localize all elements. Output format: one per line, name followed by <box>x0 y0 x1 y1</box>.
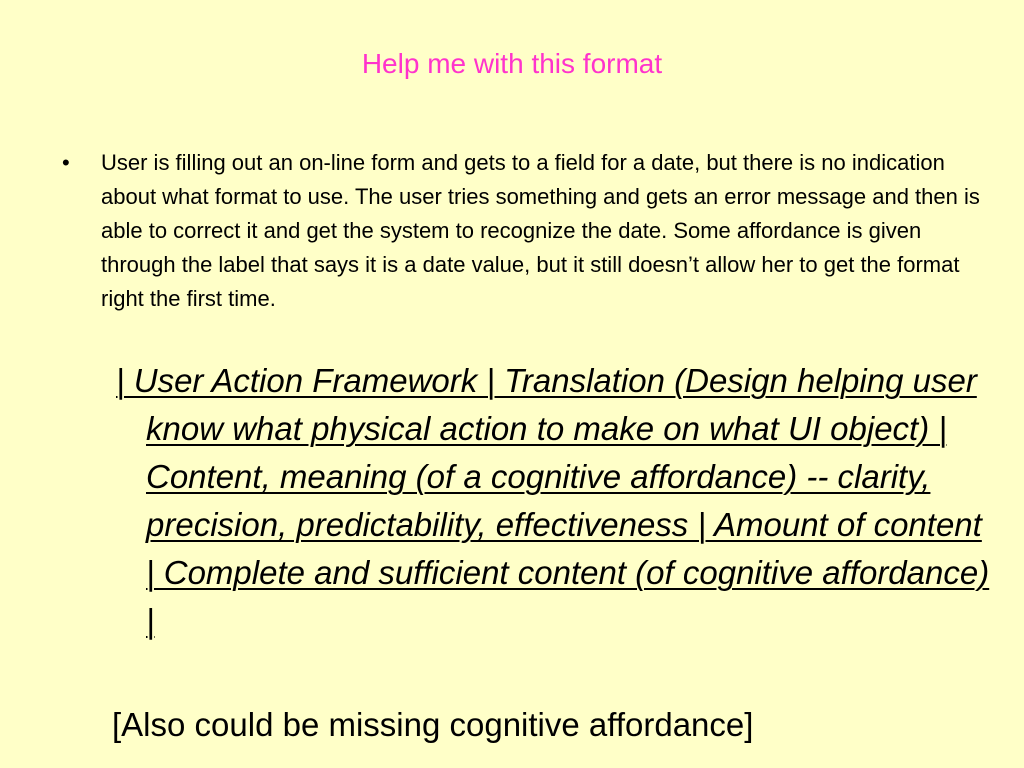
scenario-bullet-list <box>60 146 980 316</box>
framework-classification <box>116 357 996 645</box>
scenario-description: User is filling out an on-line form and gets to a field for a date, but there is no indication about what format to use. The user tries something and gets an error message and then is able to correct it and get the system to recognize the date. Some affordance is given through the label that says it is a date value, but it still doesn’t allow her to get the format right the first time. <box>101 150 980 311</box>
scenario-bullet-item <box>60 146 980 316</box>
framework-path-link[interactable]: | User Action Framework | Translation (Design helping user know what physical action to make on what UI object) | Content, meaning (of a cognitive affordance) -- clarity, precision, predictability, effectiveness | Amount of content | Complete and sufficient content (of cognitive affordance) | <box>116 362 990 639</box>
slide-title: Help me with this format <box>361 48 663 79</box>
alternative-note: [Also could be missing cognitive affordance] <box>112 706 754 743</box>
bullet-marker: • <box>62 150 70 175</box>
